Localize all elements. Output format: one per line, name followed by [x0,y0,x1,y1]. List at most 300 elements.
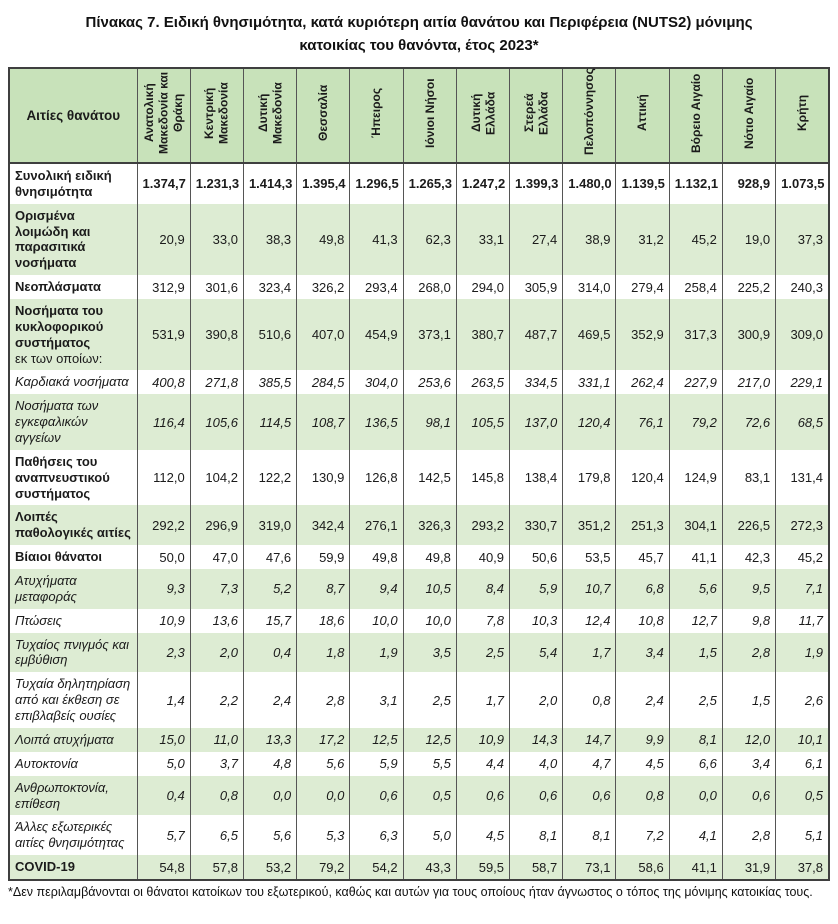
value-cell: 5,9 [510,569,563,609]
value-cell: 5,6 [669,569,722,609]
value-cell: 126,8 [350,450,403,506]
row-label-cell [9,163,137,204]
row-label: Βίαιοι θάνατοι [15,549,103,565]
value-cell: 41,1 [669,855,722,880]
value-cell: 3,4 [722,752,775,776]
value-cell: 469,5 [563,299,616,370]
column-header-text: Στερεά Ελλάδα [521,91,551,135]
value-cell: 59,9 [297,545,350,569]
value-cell: 304,0 [350,370,403,394]
table-row [9,370,829,394]
column-header-3 [243,68,296,163]
value-cell: 2,6 [776,672,829,728]
value-cell: 47,0 [190,545,243,569]
value-cell: 142,5 [403,450,456,506]
value-cell: 9,3 [137,569,190,609]
value-cell: 2,3 [137,633,190,673]
row-label: Ανθρωποκτονία, επίθεση [15,779,109,811]
table-title: Πίνακας 7. Ειδική θνησιμότητα, κατά κυριότερη αιτία θανάτου και Περιφέρεια (NUTS2) μόνιμης κατοικίας του θανόντα, έτος 2023* [85,14,753,54]
value-cell: 1,7 [563,633,616,673]
value-cell: 304,1 [669,505,722,545]
value-cell: 12,5 [350,728,403,752]
row-sublabel: εκ των οποίων: [15,350,103,366]
value-cell: 292,2 [137,505,190,545]
value-cell: 1,9 [776,633,829,673]
value-cell: 229,1 [776,370,829,394]
row-label: Πτώσεις [15,612,62,628]
value-cell: 45,2 [776,545,829,569]
value-cell: 4,0 [510,752,563,776]
value-cell: 0,6 [350,776,403,816]
value-cell: 43,3 [403,855,456,880]
value-cell: 11,0 [190,728,243,752]
table-row [9,204,829,275]
row-label-cell [9,450,137,506]
value-cell: 138,4 [510,450,563,506]
row-label: Άλλες εξωτερικές αιτίες θνησιμότητας [15,819,125,851]
value-cell: 33,0 [190,204,243,275]
value-cell: 4,5 [616,752,669,776]
value-cell: 58,6 [616,855,669,880]
value-cell: 317,3 [669,299,722,370]
value-cell: 5,9 [350,752,403,776]
value-cell: 105,6 [190,394,243,450]
value-cell: 258,4 [669,275,722,299]
value-cell: 334,5 [510,370,563,394]
value-cell: 1,5 [722,672,775,728]
value-cell: 380,7 [456,299,509,370]
row-label-cell [9,275,137,299]
value-cell: 1.296,5 [350,163,403,204]
row-label: Ατυχήματα μεταφοράς [15,573,77,604]
value-cell: 217,0 [722,370,775,394]
value-cell: 131,4 [776,450,829,506]
value-cell: 10,9 [456,728,509,752]
value-cell: 0,5 [776,776,829,816]
value-cell: 0,6 [563,776,616,816]
row-label: Παθήσεις του αναπνευστικού συστήματος [15,453,110,501]
row-label-cell [9,728,137,752]
column-header-text: Ανατολική Μακεδονία και Θράκη [142,71,185,155]
value-cell: 7,1 [776,569,829,609]
value-cell: 0,4 [243,633,296,673]
value-cell: 49,8 [350,545,403,569]
value-cell: 50,0 [137,545,190,569]
value-cell: 116,4 [137,394,190,450]
value-cell: 1.247,2 [456,163,509,204]
value-cell: 72,6 [722,394,775,450]
value-cell: 928,9 [722,163,775,204]
value-cell: 2,2 [190,672,243,728]
value-cell: 49,8 [403,545,456,569]
row-label: Τυχαίος πνιγμός και εμβύθιση [15,636,129,668]
value-cell: 0,0 [297,776,350,816]
value-cell: 27,4 [510,204,563,275]
value-cell: 53,5 [563,545,616,569]
value-cell: 10,3 [510,609,563,633]
value-cell: 4,5 [456,815,509,855]
value-cell: 10,0 [350,609,403,633]
table-row [9,672,829,728]
value-cell: 0,0 [243,776,296,816]
column-header-text: Θεσσαλία [316,84,331,142]
value-cell: 33,1 [456,204,509,275]
value-cell: 6,3 [350,815,403,855]
value-cell: 120,4 [563,394,616,450]
row-label-cell [9,672,137,728]
row-label-cell [9,752,137,776]
value-cell: 14,3 [510,728,563,752]
value-cell: 57,8 [190,855,243,880]
value-cell: 0,5 [403,776,456,816]
row-label-cell [9,609,137,633]
row-label: Νεοπλάσματα [15,279,101,295]
value-cell: 59,5 [456,855,509,880]
column-header-12 [722,68,775,163]
value-cell: 5,4 [510,633,563,673]
value-cell: 3,7 [190,752,243,776]
value-cell: 1,7 [456,672,509,728]
value-cell: 4,1 [669,815,722,855]
value-cell: 5,6 [243,815,296,855]
value-cell: 49,8 [297,204,350,275]
value-cell: 38,9 [563,204,616,275]
value-cell: 5,5 [403,752,456,776]
value-cell: 108,7 [297,394,350,450]
column-header-text: Νότιο Αιγαίο [741,77,756,149]
value-cell: 53,2 [243,855,296,880]
value-cell: 9,4 [350,569,403,609]
column-header-5 [350,68,403,163]
value-cell: 79,2 [297,855,350,880]
value-cell: 227,9 [669,370,722,394]
value-cell: 2,5 [669,672,722,728]
value-cell: 62,3 [403,204,456,275]
value-cell: 12,4 [563,609,616,633]
value-cell: 1,4 [137,672,190,728]
corner-header: Αιτίες θανάτου [9,68,137,163]
table-row [9,633,829,673]
row-label: Τυχαία δηλητηρίαση από και έκθεση σε επιβλαβείς ουσίες [15,676,131,724]
value-cell: 1,5 [669,633,722,673]
value-cell: 6,5 [190,815,243,855]
column-header-8 [510,68,563,163]
value-cell: 13,3 [243,728,296,752]
table-row [9,569,829,609]
value-cell: 1.139,5 [616,163,669,204]
value-cell: 510,6 [243,299,296,370]
value-cell: 6,8 [616,569,669,609]
value-cell: 10,1 [776,728,829,752]
column-header-text: Ιόνιοι Νήσοι [422,78,437,148]
value-cell: 37,8 [776,855,829,880]
value-cell: 294,0 [456,275,509,299]
value-cell: 0,4 [137,776,190,816]
value-cell: 7,8 [456,609,509,633]
row-label-cell [9,855,137,880]
value-cell: 331,1 [563,370,616,394]
value-cell: 251,3 [616,505,669,545]
value-cell: 40,9 [456,545,509,569]
value-cell: 145,8 [456,450,509,506]
value-cell: 1.265,3 [403,163,456,204]
table-row [9,815,829,855]
row-label: COVID-19 [15,859,75,875]
value-cell: 10,5 [403,569,456,609]
value-cell: 1.480,0 [563,163,616,204]
row-label: Ορισμένα λοιμώδη και παρασιτικά νοσήματα [15,207,91,271]
value-cell: 6,6 [669,752,722,776]
value-cell: 58,7 [510,855,563,880]
value-cell: 268,0 [403,275,456,299]
value-cell: 301,6 [190,275,243,299]
value-cell: 179,8 [563,450,616,506]
value-cell: 330,7 [510,505,563,545]
value-cell: 323,4 [243,275,296,299]
column-header-6 [403,68,456,163]
value-cell: 10,8 [616,609,669,633]
column-header-text: Ήπειρος [369,87,384,139]
value-cell: 2,5 [403,672,456,728]
value-cell: 6,1 [776,752,829,776]
value-cell: 314,0 [563,275,616,299]
column-header-text: Αττική [635,94,650,132]
value-cell: 120,4 [616,450,669,506]
value-cell: 136,5 [350,394,403,450]
value-cell: 10,0 [403,609,456,633]
value-cell: 76,1 [616,394,669,450]
value-cell: 390,8 [190,299,243,370]
value-cell: 225,2 [722,275,775,299]
value-cell: 41,3 [350,204,403,275]
table-row [9,163,829,204]
value-cell: 105,5 [456,394,509,450]
value-cell: 10,9 [137,609,190,633]
value-cell: 98,1 [403,394,456,450]
value-cell: 45,7 [616,545,669,569]
value-cell: 5,6 [297,752,350,776]
column-header-11 [669,68,722,163]
column-header-text: Δυτική Ελλάδα [468,91,497,135]
value-cell: 20,9 [137,204,190,275]
row-label-cell [9,545,137,569]
value-cell: 1.414,3 [243,163,296,204]
value-cell: 38,3 [243,204,296,275]
value-cell: 2,8 [722,633,775,673]
mortality-table [8,67,830,881]
value-cell: 5,7 [137,815,190,855]
value-cell: 385,5 [243,370,296,394]
value-cell: 137,0 [510,394,563,450]
column-header-2 [190,68,243,163]
value-cell: 312,9 [137,275,190,299]
value-cell: 8,4 [456,569,509,609]
value-cell: 407,0 [297,299,350,370]
table-row [9,776,829,816]
value-cell: 2,4 [243,672,296,728]
value-cell: 2,0 [190,633,243,673]
value-cell: 18,6 [297,609,350,633]
value-cell: 14,7 [563,728,616,752]
value-cell: 253,6 [403,370,456,394]
value-cell: 3,4 [616,633,669,673]
value-cell: 2,8 [297,672,350,728]
row-label-cell [9,299,137,370]
value-cell: 5,0 [403,815,456,855]
value-cell: 309,0 [776,299,829,370]
value-cell: 276,1 [350,505,403,545]
column-header-4 [297,68,350,163]
value-cell: 1,9 [350,633,403,673]
value-cell: 15,0 [137,728,190,752]
value-cell: 1.374,7 [137,163,190,204]
value-cell: 47,6 [243,545,296,569]
value-cell: 319,0 [243,505,296,545]
value-cell: 0,6 [722,776,775,816]
table-row [9,545,829,569]
value-cell: 296,9 [190,505,243,545]
row-label-cell [9,370,137,394]
value-cell: 73,1 [563,855,616,880]
value-cell: 7,2 [616,815,669,855]
table-row [9,394,829,450]
value-cell: 8,1 [563,815,616,855]
column-header-1 [137,68,190,163]
value-cell: 0,8 [190,776,243,816]
value-cell: 454,9 [350,299,403,370]
value-cell: 19,0 [722,204,775,275]
value-cell: 9,9 [616,728,669,752]
value-cell: 37,3 [776,204,829,275]
value-cell: 1.231,3 [190,163,243,204]
value-cell: 54,2 [350,855,403,880]
row-label: Λοιπά ατυχήματα [15,731,114,747]
value-cell: 326,2 [297,275,350,299]
row-label: Νοσήματα του κυκλοφορικού συστήματος [15,303,104,350]
table-body [9,163,829,880]
value-cell: 112,0 [137,450,190,506]
table-row [9,752,829,776]
value-cell: 1.073,5 [776,163,829,204]
value-cell: 1.132,1 [669,163,722,204]
value-cell: 54,8 [137,855,190,880]
value-cell: 271,8 [190,370,243,394]
value-cell: 17,2 [297,728,350,752]
value-cell: 122,2 [243,450,296,506]
value-cell: 41,1 [669,545,722,569]
value-cell: 263,5 [456,370,509,394]
value-cell: 0,6 [510,776,563,816]
value-cell: 5,3 [297,815,350,855]
row-label-cell [9,505,137,545]
row-label: Νοσήματα των εγκεφαλικών αγγείων [15,398,99,446]
value-cell: 2,0 [510,672,563,728]
value-cell: 42,3 [722,545,775,569]
value-cell: 487,7 [510,299,563,370]
value-cell: 31,2 [616,204,669,275]
value-cell: 284,5 [297,370,350,394]
value-cell: 1,8 [297,633,350,673]
column-header-text: Βόρειο Αιγαίο [688,73,703,153]
table-row [9,728,829,752]
value-cell: 5,2 [243,569,296,609]
value-cell: 9,5 [722,569,775,609]
value-cell: 13,6 [190,609,243,633]
column-header-text: Κρήτη [794,94,809,132]
column-header-text: Πελοπόννησος [582,68,597,155]
table-row [9,505,829,545]
table-header [9,68,829,163]
column-header-text: Κεντρική Μακεδονία [202,82,231,144]
value-cell: 4,8 [243,752,296,776]
value-cell: 373,1 [403,299,456,370]
row-label-cell [9,633,137,673]
value-cell: 8,7 [297,569,350,609]
column-header-text: Δυτική Μακεδονία [255,82,285,144]
value-cell: 45,2 [669,204,722,275]
value-cell: 11,7 [776,609,829,633]
column-header-13 [776,68,829,163]
value-cell: 293,4 [350,275,403,299]
row-label-cell [9,776,137,816]
value-cell: 104,2 [190,450,243,506]
value-cell: 1.395,4 [297,163,350,204]
value-cell: 5,1 [776,815,829,855]
value-cell: 351,2 [563,505,616,545]
row-label-cell [9,815,137,855]
value-cell: 262,4 [616,370,669,394]
value-cell: 15,7 [243,609,296,633]
value-cell: 326,3 [403,505,456,545]
value-cell: 0,6 [456,776,509,816]
value-cell: 7,3 [190,569,243,609]
value-cell: 1.399,3 [510,163,563,204]
column-header-7 [456,68,509,163]
value-cell: 279,4 [616,275,669,299]
value-cell: 130,9 [297,450,350,506]
row-label: Καρδιακά νοσήματα [15,374,129,390]
value-cell: 0,8 [563,672,616,728]
table-row [9,450,829,506]
value-cell: 2,4 [616,672,669,728]
table-row [9,299,829,370]
value-cell: 3,5 [403,633,456,673]
value-cell: 50,6 [510,545,563,569]
row-label-cell [9,204,137,275]
row-label-cell [9,394,137,450]
value-cell: 0,0 [669,776,722,816]
row-label: Αυτοκτονία [15,755,78,771]
value-cell: 83,1 [722,450,775,506]
footnote: *Δεν περιλαμβάνονται οι θάνατοι κατοίκων του εξωτερικού, καθώς και αυτών για τους οποίους ήταν άγνωστος ο τόπος της μόνιμης κατοικίας τους. [8,884,813,899]
row-label: Λοιπές παθολογικές αιτίες [15,509,131,541]
value-cell: 400,8 [137,370,190,394]
value-cell: 3,1 [350,672,403,728]
row-label-cell [9,569,137,609]
row-label: Συνολική ειδική θνησιμότητα [15,168,112,199]
value-cell: 10,7 [563,569,616,609]
value-cell: 31,9 [722,855,775,880]
table-row [9,609,829,633]
value-cell: 8,1 [669,728,722,752]
value-cell: 4,4 [456,752,509,776]
value-cell: 272,3 [776,505,829,545]
value-cell: 79,2 [669,394,722,450]
value-cell: 4,7 [563,752,616,776]
value-cell: 300,9 [722,299,775,370]
value-cell: 114,5 [243,394,296,450]
value-cell: 124,9 [669,450,722,506]
